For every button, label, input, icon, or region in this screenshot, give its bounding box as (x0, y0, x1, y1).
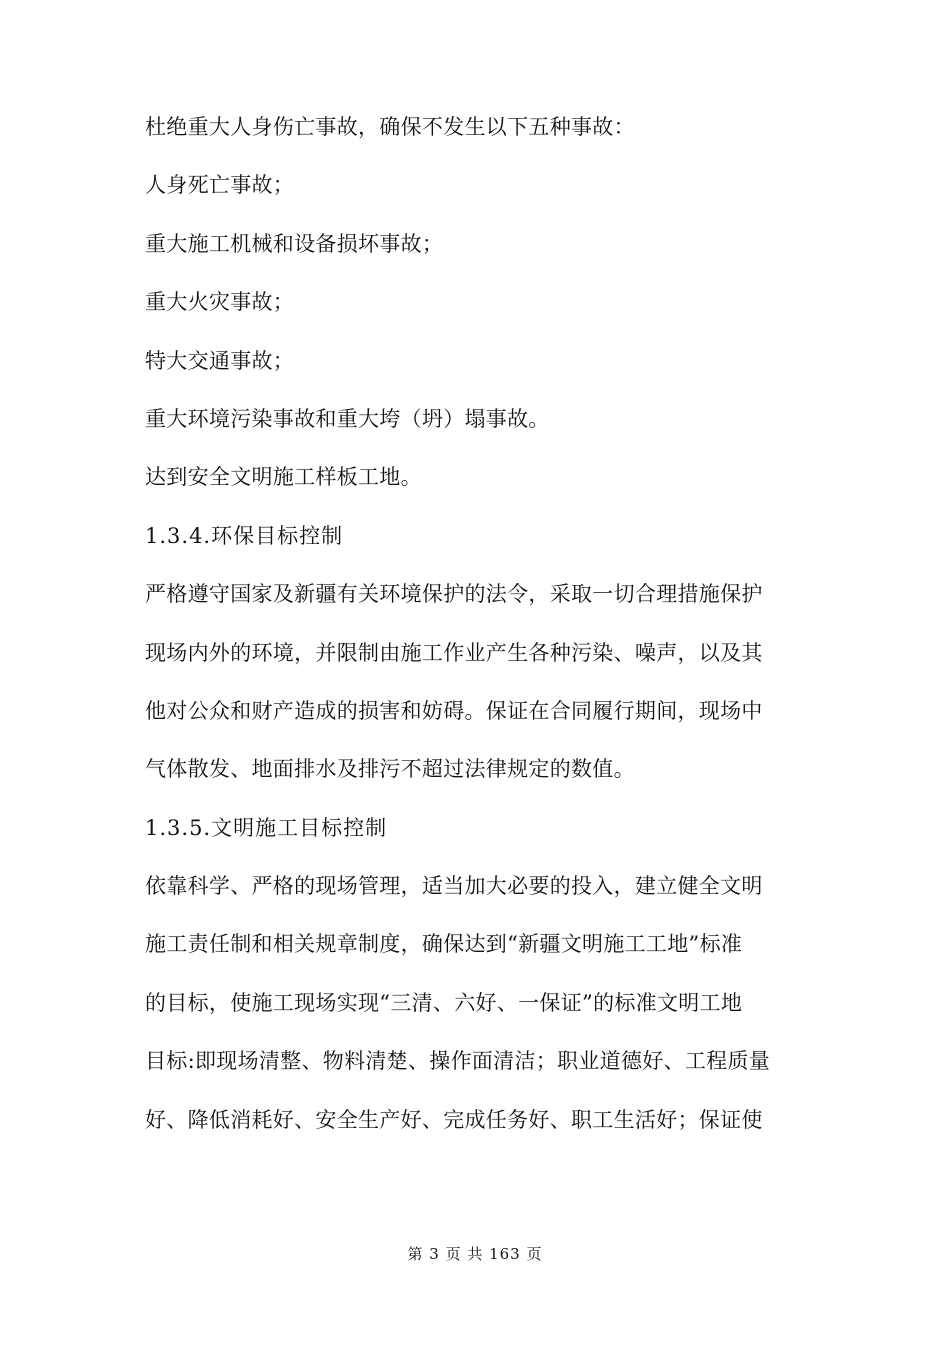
section-heading-1-3-4: 1.3.4.环保目标控制 (145, 523, 344, 548)
text-line: 目标:即现场清整、物料清楚、操作面清洁；职业道德好、工程质量 (145, 1049, 771, 1074)
text-line: 重大火灾事故； (145, 290, 295, 315)
text-line: 好、降低消耗好、安全生产好、完成任务好、职工生活好；保证使 (145, 1107, 763, 1132)
text-line: 人身死亡事故； (145, 173, 295, 198)
text-line: 特大交通事故； (145, 348, 295, 373)
document-body (145, 105, 815, 1156)
text-line: 杜绝重大人身伤亡事故，确保不发生以下五种事故： (145, 115, 635, 139)
text-line: 严格遵守国家及新疆有关环境保护的法令，采取一切合理措施保护 (145, 582, 763, 607)
text-line: 他对公众和财产造成的损害和妨碍。保证在合同履行期间，现场中 (145, 698, 763, 723)
text-line: 气体散发、地面排水及排污不超过法律规定的数值。 (145, 757, 635, 782)
text-line: 现场内外的环境，并限制由施工作业产生各种污染、噪声，以及其 (145, 640, 763, 665)
text-line: 依靠科学、严格的现场管理，适当加大必要的投入，建立健全文明 (145, 874, 763, 899)
text-line: 重大环境污染事故和重大垮（坍）塌事故。 (145, 406, 550, 431)
text-line: 施工责任制和相关规章制度，确保达到“新疆文明施工工地”标准 (145, 932, 743, 957)
page-number-footer: 第 3 页 共 163 页 (407, 1245, 543, 1263)
text-line: 的目标，使施工现场实现“三清、六好、一保证”的标准文明工地 (145, 990, 743, 1015)
text-line: 达到安全文明施工样板工地。 (145, 465, 422, 490)
text-line: 重大施工机械和设备损坏事故； (145, 231, 444, 256)
section-heading-1-3-5: 1.3.5.文明施工目标控制 (145, 815, 388, 840)
